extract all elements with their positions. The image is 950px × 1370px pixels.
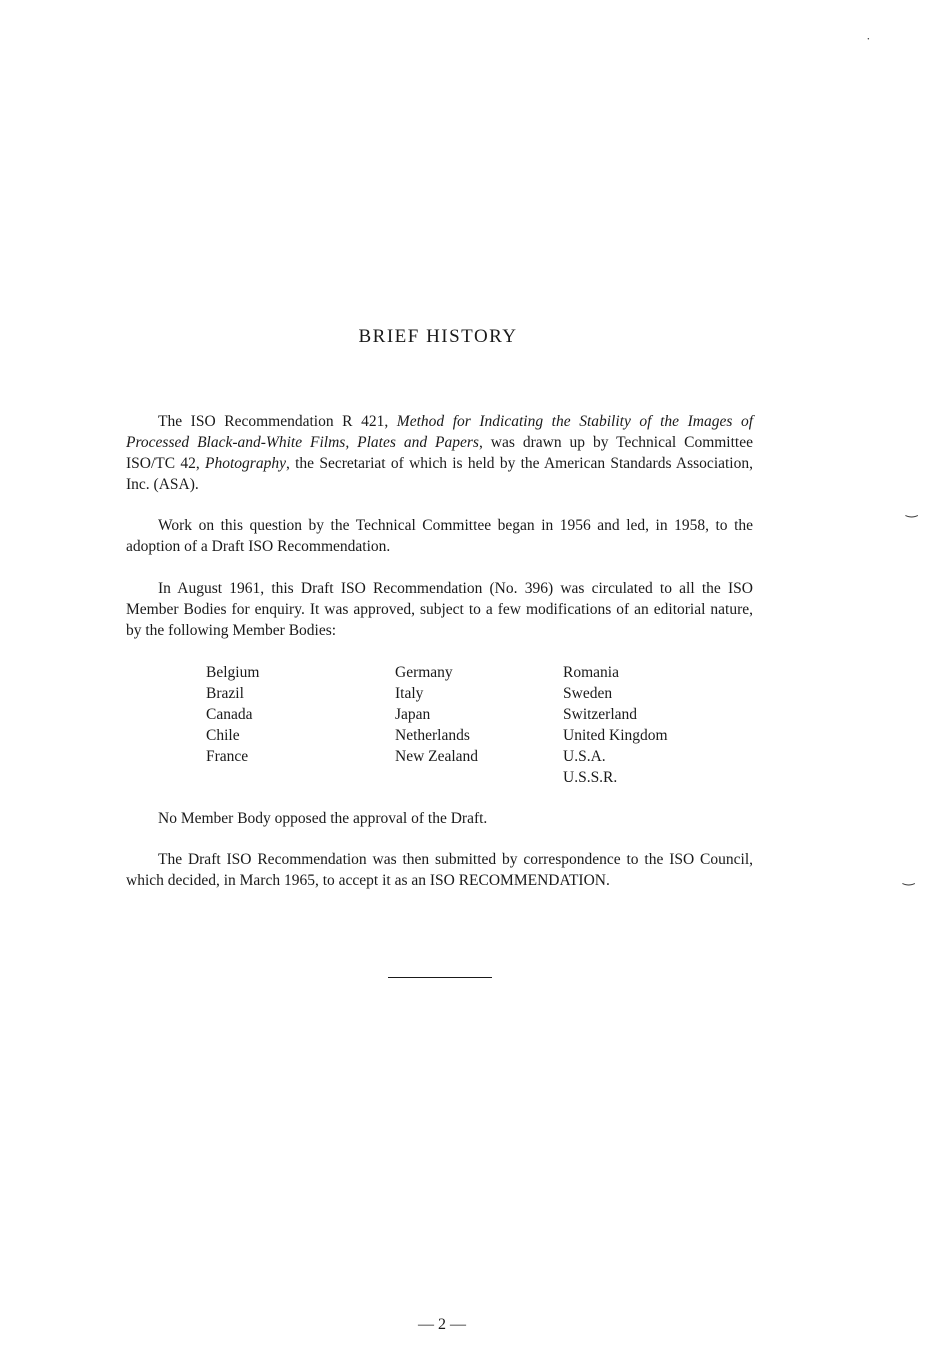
paragraph-work: Work on this question by the Technical Committee began in 1956 and led, in 1958, to the adoption of a Draft ISO Recommendation. <box>126 517 753 555</box>
scan-mark: ‿ <box>906 503 918 518</box>
committee-name: Photography <box>205 455 286 472</box>
member-list-col2 <box>395 662 478 767</box>
recommendation-title: Method for Indicating the Stability of the Images of Processed Black-and-White Films, Plates and Papers <box>126 413 753 451</box>
paragraph-circulation: In August 1961, this Draft ISO Recommendation (No. 396) was circulated to all the ISO Member Bodies for enquiry. It was approved, subject to a few modifications of an editorial nature, by the following Member Bodies: <box>126 580 753 639</box>
list-item: Brazil <box>206 685 244 702</box>
list-item: Germany <box>395 664 453 681</box>
list-item: U.S.A. <box>563 748 606 765</box>
member-list-col1 <box>206 662 259 767</box>
divider <box>388 977 492 978</box>
paragraph-no-opposition: No Member Body opposed the approval of the Draft. <box>158 810 488 827</box>
list-item: Sweden <box>563 685 613 702</box>
paragraph-acceptance: The Draft ISO Recommendation was then submitted by correspondence to the ISO Council, which decided, in March 1965, to accept it as an ISO RECOMMENDATION. <box>126 851 753 889</box>
list-item: Chile <box>206 727 240 744</box>
list-item: Japan <box>395 706 431 723</box>
paragraph-origin: The ISO Recommendation R 421, Method for Indicating the Stability of the Images of Processed Black-and-White Films, Plates and Papers, was drawn up by Technical Committee ISO/TC 42, Photography, the Secretariat of which is held by the American Standards Association, Inc. (ASA). <box>126 413 753 493</box>
list-item: Netherlands <box>395 727 470 744</box>
list-item: Italy <box>395 685 424 702</box>
scan-mark: ˙ <box>866 36 871 51</box>
list-item: United Kingdom <box>563 727 668 744</box>
list-item: Romania <box>563 664 619 681</box>
list-item: U.S.S.R. <box>563 769 618 786</box>
page-number: — 2 — <box>418 1316 466 1333</box>
list-item: New Zealand <box>395 748 479 765</box>
list-item: France <box>206 748 249 765</box>
member-list-col3 <box>563 662 668 788</box>
list-item: Switzerland <box>563 706 638 723</box>
scan-mark: ‿ <box>903 871 915 886</box>
list-item: Belgium <box>206 664 260 681</box>
list-item: Canada <box>206 706 253 723</box>
page-title: BRIEF HISTORY <box>358 326 518 347</box>
